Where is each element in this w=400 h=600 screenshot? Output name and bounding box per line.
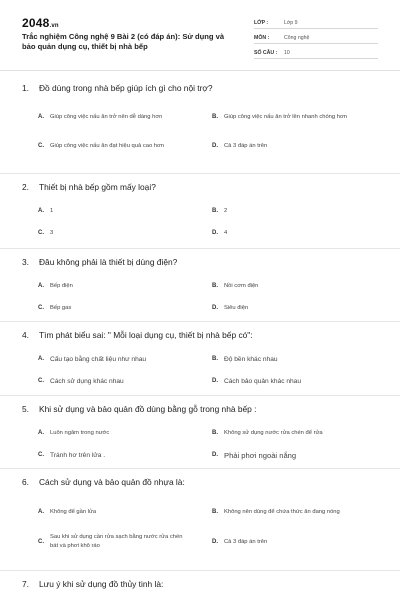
option-a[interactable] xyxy=(38,422,212,444)
meta-row-subject xyxy=(254,29,378,44)
question-number: 3. xyxy=(22,257,29,267)
meta-value: 10 xyxy=(284,50,290,56)
options-grid xyxy=(22,422,380,466)
option-letter: B. xyxy=(212,509,218,515)
option-c[interactable] xyxy=(38,527,212,557)
question-title xyxy=(22,78,380,98)
option-b[interactable] xyxy=(212,497,386,527)
document-header xyxy=(0,0,400,70)
option-text: Sau khi sử dụng cần rửa sạch bằng nước rửa chén bát và phơi khô ráo xyxy=(50,534,183,549)
options-grid xyxy=(22,200,380,244)
option-letter: A. xyxy=(38,509,44,515)
question-text: Tìm phát biểu sai: " Mỗi loại dụng cụ, thiết bị nhà bếp có": xyxy=(39,330,253,340)
option-d[interactable] xyxy=(212,444,386,466)
option-letter: A. xyxy=(38,430,44,436)
question-list xyxy=(0,78,400,600)
option-d[interactable] xyxy=(212,370,386,392)
option-text: Cả 3 đáp án trên xyxy=(224,142,268,149)
option-a[interactable] xyxy=(38,497,212,527)
option-c[interactable] xyxy=(38,130,212,162)
question-title xyxy=(22,326,380,344)
question-number: 2. xyxy=(22,182,29,192)
header-divider xyxy=(0,70,400,71)
option-d[interactable] xyxy=(212,222,386,244)
option-d[interactable] xyxy=(212,527,386,557)
option-letter: B. xyxy=(212,208,218,214)
meta-label: MÔN : xyxy=(254,35,270,41)
question-2 xyxy=(0,174,400,249)
question-text: Cách sử dụng và bảo quản đồ nhựa là: xyxy=(39,477,185,487)
question-title xyxy=(22,400,380,418)
question-number: 7. xyxy=(22,579,29,589)
option-letter: A. xyxy=(38,356,44,362)
question-number: 4. xyxy=(22,330,29,340)
question-3 xyxy=(0,249,400,322)
option-letter: C. xyxy=(38,378,44,384)
option-text: Luôn ngâm trong nước xyxy=(50,429,110,436)
document-title: Trắc nghiệm Công nghệ 9 Bài 2 (có đáp án): Sử dụng và bảo quản dụng cụ, thiết bị nhà bếp xyxy=(22,32,225,51)
options-grid xyxy=(22,497,380,557)
option-a[interactable] xyxy=(38,200,212,222)
option-letter: C. xyxy=(38,539,44,545)
option-letter: A. xyxy=(38,283,44,289)
option-b[interactable] xyxy=(212,275,386,297)
option-text: Phải phơi ngoài nắng xyxy=(224,450,297,460)
option-text: Không sử dụng nước rửa chén để rửa xyxy=(224,429,323,436)
option-text: 1 xyxy=(50,207,54,214)
option-letter: B. xyxy=(212,356,218,362)
option-letter: B. xyxy=(212,283,218,289)
question-1 xyxy=(0,78,400,174)
option-text: Độ bền khác nhau xyxy=(224,355,278,363)
option-b[interactable] xyxy=(212,104,386,130)
question-text: Đồ dùng trong nhà bếp giúp ích gì cho nội trợ? xyxy=(39,83,213,93)
option-text: Tránh hơ trên lửa . xyxy=(50,451,106,459)
question-text: Lưu ý khi sử dụng đồ thủy tinh là: xyxy=(39,579,164,589)
meta-value: Công nghệ xyxy=(284,35,310,41)
option-b[interactable] xyxy=(212,348,386,370)
option-text: Cách bảo quản khác nhau xyxy=(224,377,301,385)
option-letter: B. xyxy=(212,114,218,120)
meta-row-count xyxy=(254,44,378,59)
logo-main: 2048 xyxy=(22,16,50,30)
option-text: Không để gần lửa xyxy=(50,508,97,515)
option-text: Giúp công việc nấu ăn trở lên nhanh chóng hơn xyxy=(224,113,347,120)
option-letter: D. xyxy=(212,143,218,149)
meta-row-class xyxy=(254,14,378,29)
option-letter: D. xyxy=(212,230,218,236)
option-a[interactable] xyxy=(38,275,212,297)
question-number: 1. xyxy=(22,83,29,93)
option-a[interactable] xyxy=(38,348,212,370)
options-grid xyxy=(22,348,380,392)
option-a[interactable] xyxy=(38,104,212,130)
option-text: Nồi cơm điện xyxy=(224,282,259,289)
option-letter: D. xyxy=(212,378,218,384)
question-6 xyxy=(0,469,400,571)
option-b[interactable] xyxy=(212,422,386,444)
question-number: 6. xyxy=(22,477,29,487)
document-meta xyxy=(254,14,378,59)
question-7 xyxy=(0,571,400,600)
question-title xyxy=(22,253,380,271)
question-text: Đâu không phải là thiết bị dùng điện? xyxy=(39,257,178,267)
option-letter: D. xyxy=(212,539,218,545)
options-grid xyxy=(22,104,380,162)
option-text: Không nên dùng để chứa thức ăn đang nóng xyxy=(224,508,340,515)
option-text: Bếp gas xyxy=(50,304,72,311)
option-text: Giúp công việc nấu ăn đạt hiệu quả cao hơn xyxy=(50,142,165,149)
option-letter: C. xyxy=(38,143,44,149)
option-text: 4 xyxy=(224,229,228,236)
option-letter: A. xyxy=(38,208,44,214)
option-c[interactable] xyxy=(38,370,212,392)
meta-label: SỐ CÂU : xyxy=(254,50,278,56)
option-c[interactable] xyxy=(38,444,212,466)
option-d[interactable] xyxy=(212,130,386,162)
option-text: Giúp công việc nấu ăn trở nên dễ dàng hơn xyxy=(50,113,163,120)
option-text: Cả 3 đáp án trên xyxy=(224,538,268,545)
option-text: Cách sử dụng khác nhau xyxy=(50,377,124,385)
option-c[interactable] xyxy=(38,222,212,244)
option-text: Cấu tạo bằng chất liệu như nhau xyxy=(50,355,147,363)
option-letter: D. xyxy=(212,305,218,311)
option-text: 3 xyxy=(50,229,54,236)
option-letter: C. xyxy=(38,230,44,236)
question-4 xyxy=(0,322,400,396)
question-title xyxy=(22,575,380,593)
option-text: Siêu điện xyxy=(224,304,249,311)
options-grid xyxy=(22,275,380,319)
option-letter: D. xyxy=(212,452,218,458)
option-text: Bếp điện xyxy=(50,282,73,289)
question-number: 5. xyxy=(22,404,29,414)
option-letter: C. xyxy=(38,452,44,458)
option-letter: A. xyxy=(38,114,44,120)
question-title xyxy=(22,473,380,491)
option-b[interactable] xyxy=(212,200,386,222)
logo-suffix: .vn xyxy=(49,23,59,29)
option-d[interactable] xyxy=(212,297,386,319)
question-text: Thiết bị nhà bếp gồm mấy loại? xyxy=(39,182,156,192)
question-text: Khi sử dụng và bảo quản đồ dùng bằng gỗ trong nhà bếp : xyxy=(39,404,257,414)
question-title xyxy=(22,178,380,196)
meta-value: Lớp 9 xyxy=(284,20,298,26)
meta-label: LỚP : xyxy=(254,20,269,26)
option-c[interactable] xyxy=(38,297,212,319)
question-5 xyxy=(0,396,400,469)
option-letter: B. xyxy=(212,430,218,436)
site-logo[interactable] xyxy=(22,16,59,30)
option-letter: C. xyxy=(38,305,44,311)
option-text: 2 xyxy=(224,207,228,214)
